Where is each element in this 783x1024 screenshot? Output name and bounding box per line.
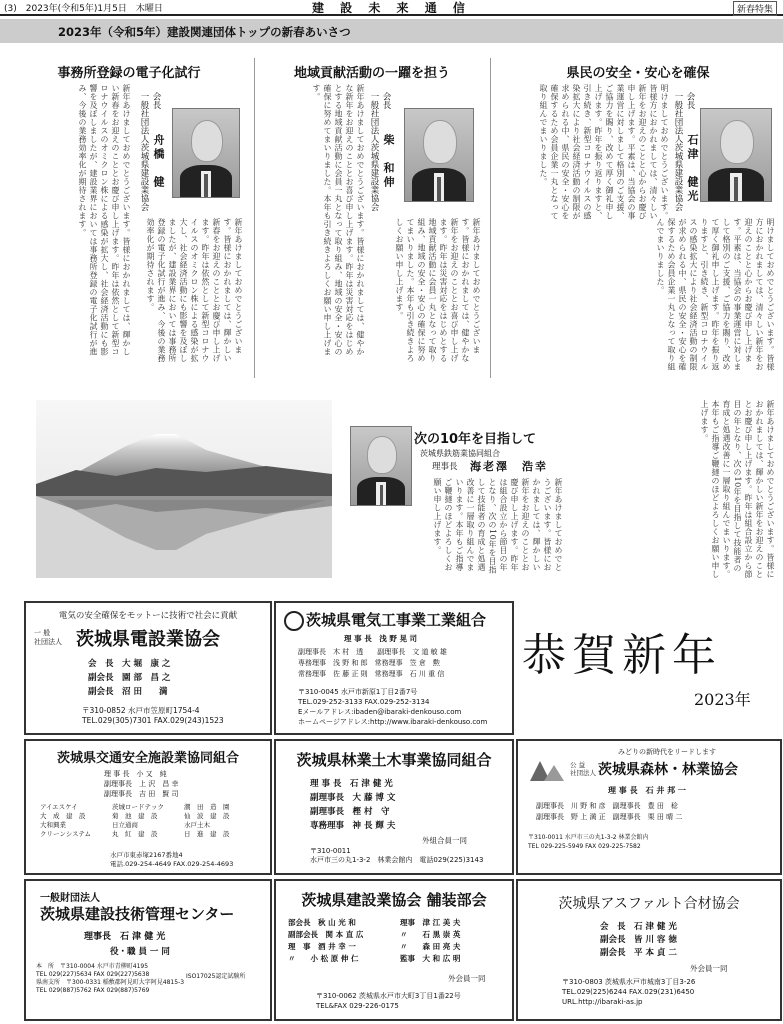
article-3-name: 石津 健光 bbox=[686, 134, 699, 204]
article-2-name: 柴 和伸 bbox=[382, 134, 395, 190]
greeting-year: 2023年 bbox=[694, 690, 751, 709]
hoso-contact: 〒310-0062 茨城県水戸市大町3丁目1番22号 TEL&FAX 029-226-0175 bbox=[316, 992, 461, 1010]
ringyo-name: 茨城県林業土木事業協同組合 bbox=[296, 751, 492, 769]
ad-denki bbox=[274, 601, 514, 735]
ad-shinrin bbox=[516, 739, 782, 875]
gijutsu-name: 茨城県建設技術管理センター bbox=[40, 905, 235, 923]
hoso-members: 理事 津 江 美 夫 〃 石 黒 崇 英 〃 森 田 亮 夫 監事 大 和 広 明 bbox=[400, 918, 461, 963]
page-header bbox=[0, 0, 783, 16]
article-2-body: 新年あけましておめでとうございます。皆様におかれましては、健やかな新年をお迎えのこととお喜び申し上げます。昨年は災害対応をはじめとする地域貢献活動に会員一丸となって取り組み、地域の安全・安心の確保に努めてまいりました。本年も引き続きよろしくお願い申し上げます。 bbox=[312, 84, 365, 356]
portrait-photo bbox=[404, 108, 474, 202]
article-3-body: 明けましておめでとうございます。皆様方におかれましては、清々しい新年をお迎えのことと心からお慶び申し上げます。平素は、当協会の事業運営に対しまして格別のご支援、ご協力を賜り、改めて厚く御礼申し上げます。昨年を振り返りますと、引き続き、新型コロナウイルスの感染拡大により社会経済活動の制限が求められる中、県民の安全・安心を確保するため会員企業一丸となって取り組んでまいりました。 bbox=[539, 84, 669, 220]
gijutsu-contact: 本 所 〒310-0004 水戸市青柳町4195 TEL 029(227)5634 FAX 029(227)5638 県南支所 〒300-0331 稲敷郡阿見町大字阿見4815-3 TEL 029(887)5762 FAX 029(887)5769 bbox=[36, 963, 185, 994]
article-2-body-continued: 新年あけましておめでとうございます。皆様におかれましては、健やかな新年をお迎えのこととお喜び申し上げます。昨年は災害対応をはじめとする地域貢献活動に会員一丸となって取り組み、地域の安全・安心の確保に努めてまいりました。本年も引き続きよろしくお願い申し上げます。 bbox=[395, 218, 481, 363]
densetsu-prefix: 一 般 社団法人 bbox=[34, 629, 62, 646]
paper-title: 建 設 未 来 通 信 bbox=[312, 1, 471, 15]
issue-date: (3) 2023年(令和5年)1月5日 木曜日 bbox=[4, 4, 163, 14]
portrait-photo bbox=[172, 108, 240, 198]
densetsu-name: 茨城県電設業協会 bbox=[76, 629, 220, 650]
mid-article-body-continued: 新年あけましておめでとうございます。皆様におかれましては、輝かしい新年をお迎えのこととお慶び申し上げます。昨年は組合設立から節目の年となり、次の10年を目指して技能者の育成と処遇改善に一層取り組んでまいります。本年もご指導ご鞭撻のほどよろしくお願い申し上げます。 bbox=[700, 400, 775, 579]
shinrin-officers: 副理事長 川 野 和 彦 副理事長 豊 田 稔 副理事長 野 上 満 正 副理事長 栗 田 晴 二 bbox=[536, 802, 683, 821]
mid-article-title: 次の10年を目指して bbox=[413, 432, 537, 447]
asphalt-contact: 〒310-0803 茨城県水戸市城南3丁目3-26 TEL.029(225)6244 FAX.029(231)6450 URL.http://ibaraki-as.jp bbox=[562, 978, 696, 1006]
column-divider bbox=[254, 58, 255, 378]
mid-article-role: 理事長 bbox=[432, 462, 458, 472]
article-3-body-continued: 明けましておめでとうございます。皆様方におかれましては、清々しい新年をお迎えのことと心からお慶び申し上げます。平素は、当協会の事業運営に対しまして格別のご支援、ご協力を賜り、改めて厚く御礼申し上げます。昨年を振り返りますと、引き続き、新型コロナウイルスの感染拡大により社会経済活動の制限が求められる中、県民の安全・安心を確保するため会員企業一丸となって取り組んでまいりました。 bbox=[656, 218, 775, 371]
article-1-org: 一般社団法人茨城県建設業協会 bbox=[139, 92, 149, 211]
article-1-name: 舟橋 健 bbox=[152, 134, 165, 190]
article-2-title: 地域貢献活動の一躍を担う bbox=[293, 66, 450, 81]
kotsu-members: アイエスケイ 茨城ロードテック 潮 田 造 園 大 成 建 設 菊 池 建 設 仙 波 建 設 大和興業 日立通商 水戸土木 クリーンシステム 丸 紅 建 設 日 進 建 設 bbox=[40, 803, 230, 838]
shinrin-contact: 〒310-0011 水戸市三の丸1-3-2 林業会館内 TEL 029-225-5949 FAX 029-225-7582 bbox=[528, 834, 649, 850]
kotsu-officers: 理 事 長 小 又 純 副理事長 上 沢 昌 幸 副理事長 吉 田 賢 司 bbox=[104, 770, 179, 798]
ringyo-officers: 理 事 長 石 津 健 光 副理事長 大 藤 博 文 副理事長 樫 村 守 専務理事 神 長 輝 夫 bbox=[310, 779, 396, 831]
article-3-title: 県民の安全・安心を確保 bbox=[566, 66, 710, 81]
asphalt-footer: 外会員一同 bbox=[690, 964, 728, 973]
ad-gijutsu bbox=[24, 879, 272, 1021]
article-2-role: 会長 bbox=[381, 92, 391, 109]
section-badge: 新春特集 bbox=[733, 1, 777, 16]
denki-contact: 〒310-0045 水戸市新原1丁目2番7号 TEL.029-252-3133 FAX.029-252-3134 Eメールアドレス:ibaden@ibaraki-denkouso.com ホームページアドレス:http://www.ibaraki-denkouso.com bbox=[298, 688, 488, 726]
article-1-body: 新年あけましておめでとうございます。皆様におかれましては、輝かしい新春をお迎えのこととお慶び申し上げます。昨年は依然として新型コロナウイルスのオミクロン株による感染が拡大し、社会経済活動にも影響を及ぼしましたが、建設業界においては事務所登録の電子化試行が進み、今後の業務効率化が期待されます。 bbox=[78, 84, 131, 356]
denki-name: 茨城県電気工事業工業組合 bbox=[306, 611, 487, 629]
shinrin-tagline: みどりの新時代をリードします bbox=[618, 748, 716, 756]
asphalt-name: 茨城県アスファルト合材協会 bbox=[558, 896, 740, 912]
hoso-footer: 外会員一同 bbox=[448, 974, 486, 983]
asphalt-officers: 会 長 石 津 健 光 副会長 皆 川 容 徳 副会長 平 本 貞 二 bbox=[600, 922, 677, 958]
article-1-role: 会長 bbox=[151, 92, 161, 109]
tree-logo-icon bbox=[526, 757, 566, 783]
article-3-role: 会長 bbox=[685, 92, 695, 109]
new-year-greeting bbox=[516, 601, 778, 731]
shinrin-prefix: 公 益 社団法人 bbox=[570, 761, 596, 777]
mount-fuji-photo bbox=[36, 400, 332, 578]
banner-text: 2023年（令和5年）建設関連団体トップの新春あいさつ bbox=[58, 25, 351, 39]
mid-article-body: 新年あけましておめでとうございます。皆様におかれましては、輝かしい新年をお迎えのこととお慶び申し上げます。昨年は組合設立から節目の年となり、次の10年を目指して技能者の育成と処遇改善に一層取り組んでまいります。本年もご指導ご鞭撻のほどよろしくお願い申し上げます。 bbox=[433, 478, 563, 575]
kotsu-name: 茨城県交通安全施設業協同組合 bbox=[56, 751, 239, 766]
ringyo-contact: 〒310-0011 水戸市三の丸1-3-2 林業会館内 電話029(225)3143 bbox=[310, 847, 484, 864]
portrait-photo bbox=[700, 108, 772, 202]
mid-article-org: 茨城県鉄筋業協同組合 bbox=[420, 449, 500, 458]
densetsu-tagline: 電気の安全確保をモットーに技術で社会に貢献 bbox=[58, 611, 238, 621]
densetsu-tel: TEL.029(305)7301 FAX.029(243)1523 bbox=[82, 716, 224, 725]
densetsu-officers: 会 長 大 堀 康 之 副会長 園 部 昌 之 副会長 沼 田 満 bbox=[88, 659, 171, 697]
shinrin-name: 茨城県森林・林業協会 bbox=[598, 762, 738, 778]
article-1-body-continued: 新年あけましておめでとうございます。皆様におかれましては、輝かしい新春をお迎えのこととお慶び申し上げます。昨年は依然として新型コロナウイルスのオミクロン株による感染が拡大し、社会経済活動にも影響を及ぼしましたが、建設業界においては事務所登録の電子化試行が進み、今後の業務効率化が期待されます。 bbox=[146, 218, 243, 363]
column-divider bbox=[490, 58, 491, 378]
ad-hoso bbox=[274, 879, 514, 1021]
article-3-org: 一般社団法人茨城県建設業協会 bbox=[673, 92, 683, 211]
article-2-org: 一般社団法人茨城県建設業協会 bbox=[369, 92, 379, 211]
kotsu-contact: 水戸市東赤塚2167番地4 電話.029-254-4649 FAX.029-254-4693 bbox=[110, 851, 234, 868]
hoso-officers: 部会長 秋 山 光 和 副部会長 関 本 直 広 理 事 酒 井 幸 一 〃 小 松 原 伸 仁 bbox=[288, 918, 364, 963]
denki-emblem-icon bbox=[284, 611, 304, 631]
portrait-photo bbox=[350, 426, 412, 506]
greeting-text: 恭賀新年 bbox=[522, 630, 722, 681]
ringyo-footer: 外組合員一同 bbox=[422, 836, 467, 845]
denki-officers: 副理事長 木 村 透 副理事長 文 道 敏 雄 専務理事 浅 野 和 郎 常務理事 笠 倉 勲 常務理事 佐 藤 正 則 常務理事 石 川 重 信 bbox=[298, 648, 447, 678]
asphalt-url-link[interactable]: URL.http://ibaraki-as.jp bbox=[562, 998, 643, 1006]
densetsu-address: 〒310-0852 水戸市笠原町1754-4 bbox=[82, 706, 200, 715]
mid-article-name: 海老澤 浩幸 bbox=[470, 460, 548, 473]
gijutsu-iso: ISO17025認定試験所 bbox=[186, 973, 246, 980]
gijutsu-chair: 理事長 石 津 健 光 bbox=[84, 932, 166, 942]
gijutsu-staff: 役・職 員 一 同 bbox=[110, 947, 170, 957]
ad-ringyo bbox=[274, 739, 514, 875]
hoso-name: 茨城県建設業協会 舗装部会 bbox=[301, 891, 487, 909]
denki-chair: 理 事 長 浅 野 晃 司 bbox=[344, 634, 418, 643]
shinrin-chair: 理 事 長 石 井 邦 一 bbox=[608, 786, 686, 795]
gijutsu-prefix: 一般財団法人 bbox=[40, 893, 100, 904]
ad-densetsu bbox=[24, 601, 272, 735]
article-1-title: 事務所登録の電子化試行 bbox=[57, 66, 201, 81]
ad-asphalt bbox=[516, 879, 782, 1021]
section-banner bbox=[0, 19, 783, 43]
ad-kotsu bbox=[24, 739, 272, 875]
